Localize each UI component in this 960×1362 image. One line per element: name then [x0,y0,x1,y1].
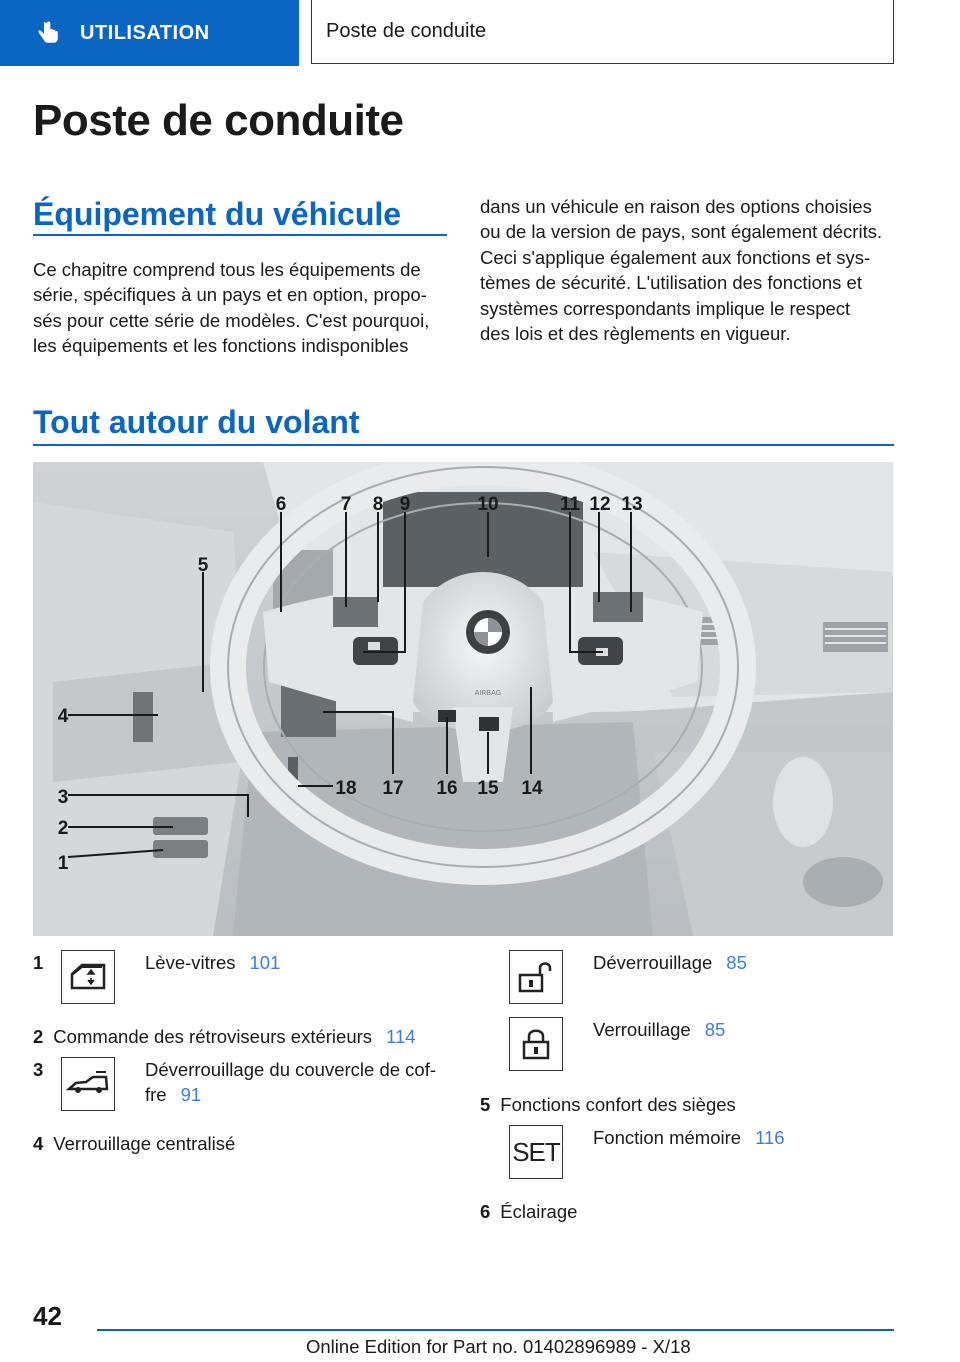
hand-pointer-icon [34,19,62,47]
list-item-4 [33,1131,235,1156]
callout-16: 16 [436,778,458,799]
set-icon-text: SET [512,1136,560,1167]
list-item-4b-label [593,1017,725,1042]
item-label: Verrouillage [593,1019,691,1040]
airbag-label: AIRBAG [474,690,502,697]
item-number: 3 [33,1059,44,1080]
item-label: Déverrouillage [593,952,713,973]
callout-17: 17 [382,778,404,799]
equipment-rule [33,234,447,236]
footer-edition: Online Edition for Part no. 01402896989 - X/18 [306,1336,691,1357]
text-line: sés pour cette série de modèles. C'est pourquoi, [33,309,430,331]
text-line: tèmes de sécurité. L'utilisation des fonctions et [480,272,862,294]
list-item-5 [480,1092,736,1117]
lock-icon [509,1017,563,1071]
list-item-4a-label [593,950,747,975]
text-line: série, spécifiques à un pays et en option, propo- [33,284,427,306]
section-tab[interactable] [0,0,299,66]
item-number: 6 [480,1201,491,1222]
trunk-lid-icon [61,1057,115,1111]
item-label: Commande des rétroviseurs extérieurs [53,1026,373,1047]
callout-9: 9 [399,494,411,515]
callout-1: 1 [57,853,69,874]
item-label: Fonctions confort des sièges [500,1094,736,1115]
text-line: Ce chapitre comprend tous les équipements de [33,259,421,280]
page-number: 42 [33,1301,62,1331]
text-line: systèmes correspondants implique le respect [480,297,851,319]
list-item-3-label [145,1057,436,1107]
item-label: Déverrouillage du couvercle de cof- [145,1059,437,1080]
page-ref-link[interactable]: 85 [726,952,747,973]
equipment-text-col2 [480,194,882,346]
window-lift-icon [61,950,115,1004]
memory-set-icon [509,1125,563,1179]
list-item-6 [480,1199,577,1224]
item-number: 4 [33,1133,44,1154]
page-title: Poste de conduite [33,96,404,145]
callout-15: 15 [477,778,499,799]
callout-10: 10 [477,494,499,515]
callout-6: 6 [275,494,287,515]
page-ref-link[interactable]: 101 [249,952,281,973]
callout-3: 3 [57,787,69,808]
callout-4: 4 [57,706,69,727]
callout-2: 2 [57,818,69,839]
callout-7: 7 [340,494,352,515]
item-label: Verrouillage centralisé [53,1133,236,1154]
list-item-1-label [145,950,280,975]
item-number: 5 [480,1094,491,1115]
page-ref-link[interactable]: 114 [386,1026,416,1047]
equipment-heading: Équipement du véhicule [33,196,402,232]
callout-8: 8 [372,494,384,515]
list-item-2 [33,1024,416,1049]
text-line: les équipements et les fonctions indisponibles [33,335,409,357]
page-ref-link[interactable]: 116 [755,1127,785,1148]
steering-heading: Tout autour du volant [33,404,360,440]
footer-rule [97,1329,894,1331]
callout-13: 13 [621,494,643,515]
equipment-text-col1 [33,257,429,359]
callout-14: 14 [521,778,543,799]
item-label: Lève-vitres [145,952,236,973]
text-line: Ceci s'applique également aux fonctions et sys- [480,246,871,268]
item-label: Éclairage [500,1201,578,1222]
item-label: fre [145,1084,167,1105]
item-label: Fonction mémoire [593,1127,742,1148]
steering-rule [33,444,894,446]
text-line: ou de la version de pays, sont également décrits. [480,221,883,243]
text-line: dans un véhicule en raison des options choisies [480,196,872,217]
list-item-5a-label [593,1125,785,1150]
text-line: des lois et des règlements en vigueur. [480,323,791,345]
chapter-label: Poste de conduite [326,20,487,42]
unlock-icon [509,950,563,1004]
chapter-header [311,0,894,64]
callout-18: 18 [335,778,357,799]
item-number: 1 [33,952,44,973]
callout-5: 5 [197,555,209,576]
section-label: UTILISATION [80,21,210,44]
callout-12: 12 [589,494,611,515]
cockpit-illustration [33,462,893,936]
page-ref-link[interactable]: 91 [180,1084,202,1105]
page-ref-link[interactable]: 85 [704,1019,726,1040]
item-number: 2 [33,1026,44,1047]
callout-11: 11 [559,494,581,515]
